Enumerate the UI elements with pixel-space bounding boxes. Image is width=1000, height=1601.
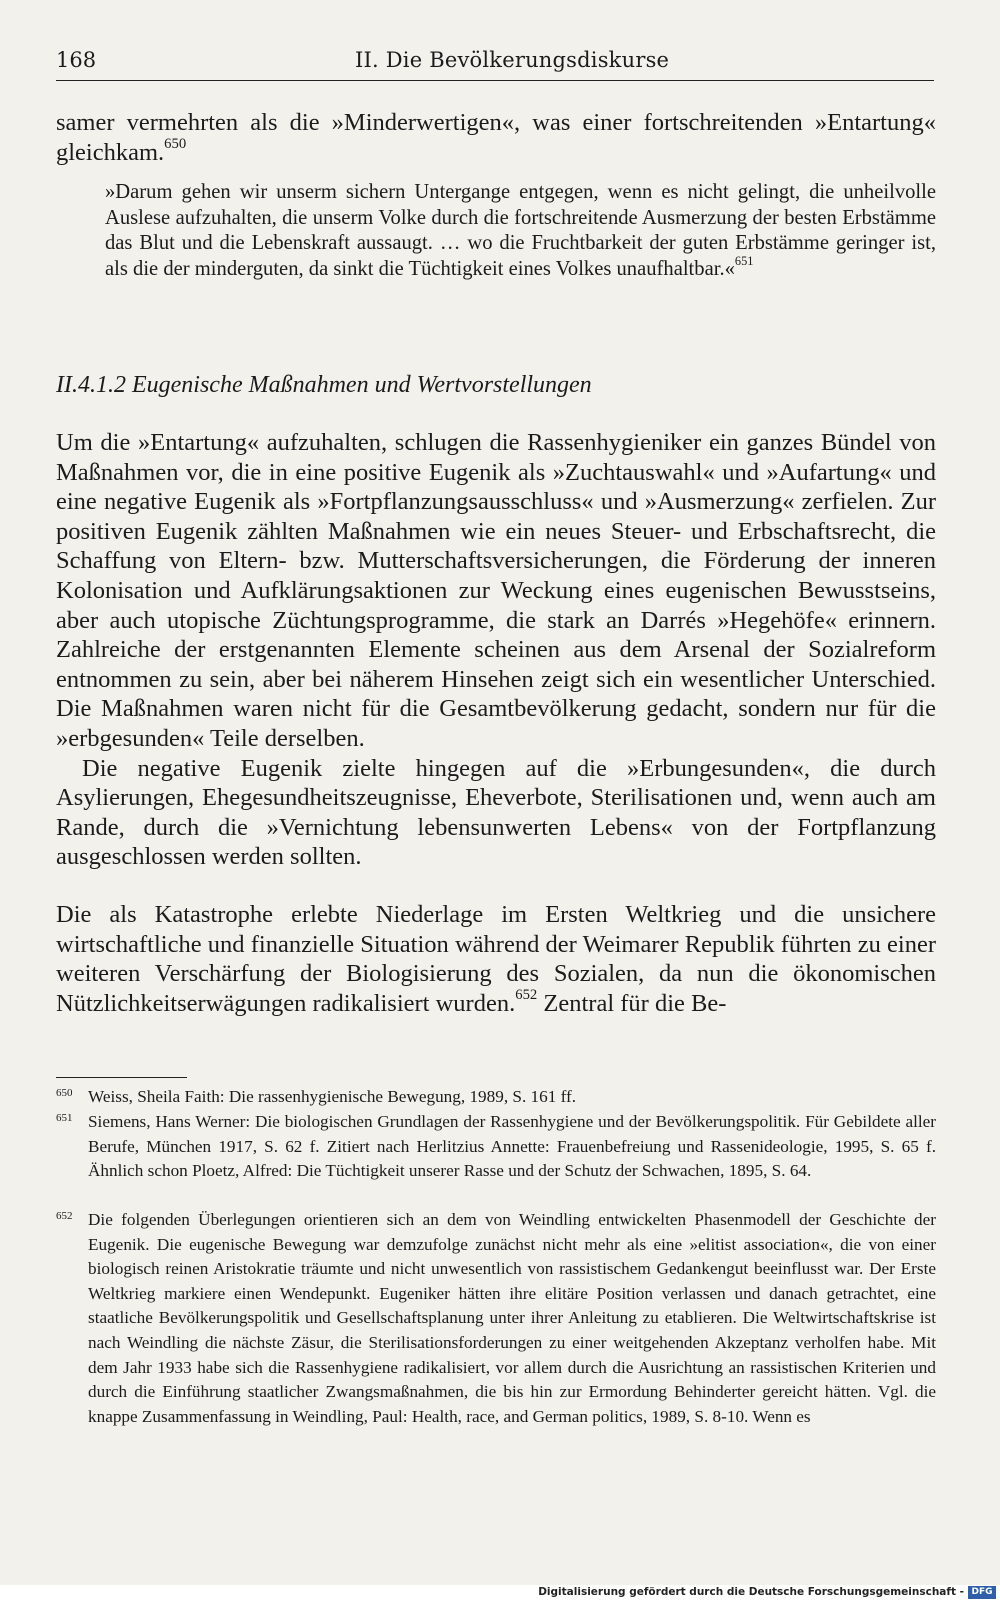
- footnote-rule: [56, 1077, 187, 1078]
- footnote-650: [56, 1085, 936, 1110]
- footnote-ref-650: 650: [164, 136, 187, 153]
- section-heading-block: [56, 372, 936, 399]
- paragraph-3-text: Die als Katastrophe erlebte Niederlage im Ersten Weltkrieg und die unsichere wirtschaftliche und finanzielle Situation während der Weimarer Republik führten zu einer weiteren Verschärfung der Biologisierung des Sozialen, da nun die ökonomischen Nützlichkeitserwägungen radikalisiert wurden.: [56, 900, 936, 1017]
- quote-text: »Darum gehen wir unserm sichern Untergange entgegen, wenn es nicht gelingt, die unheilvolle Auslese aufzuhalten, die unserm Volke durch die fortschreitende Ausmerzung der besten Erbstämme das Blut und die Lebenskraft aussaugt. … wo die Fruchtbarkeit der guten Erbstämme geringer ist, als die der minderguten, da sinkt die Tüchtigkeit eines Volkes unaufhaltbar.«: [105, 181, 936, 280]
- digitization-footer: [0, 1585, 1000, 1601]
- paragraph-2: Die negative Eugenik zielte hingegen auf die »Erbungesunden«, die durch Asylierungen, Ehegesundheitszeugnisse, Eheverbote, Sterilisationen und, wenn auch am Rande, durch die »Vernichtung lebensunwerten Lebens« von der Fortpflanzung ausgeschlossen werden sollten.: [56, 754, 936, 871]
- page-number: 168: [56, 48, 97, 72]
- paragraph-3-tail: Zentral für die Be-: [537, 989, 727, 1017]
- footnote-ref-651: 651: [734, 254, 754, 269]
- paragraph-1: Um die »Entartung« aufzuhalten, schlugen die Rassenhygieniker ein ganzes Bündel von Maßnahmen vor, die in eine positive Eugenik als »Zuchtauswahl« und »Aufartung« und eine negative Eugenik als »Fortpflanzungsausschluss« und »Ausmerzung« zerfielen. Zur positiven Eugenik zählten Maßnahmen wie ein neues Steuer- und Erbschaftsrecht, die Schaffung von Eltern- bzw. Mutterschaftsversicherungen, die Förderung der inneren Kolonisation und Aufklärungsaktionen zur Weckung eines eugenischen Bewusstseins, aber auch utopische Züchtungsprogramme, die stark an Darrés »Hegehöfe« erinnern. Zahlreiche der erstgenannten Elemente scheinen aus dem Arsenal der Sozialreform entnommen zu sein, aber bei näherem Hinsehen zeigt sich ein wesentlicher Unterschied. Die Maßnahmen waren nicht für die Gesamtbevölkerung gedacht, sondern nur für die »erbgesunden« Teile derselben.: [56, 429, 936, 752]
- paragraph-3: [56, 900, 936, 1018]
- intro-text: samer vermehrten als die »Minderwertigen«, was einer fortschreitenden »Entartung« gleichkam.: [56, 109, 936, 166]
- section-body: [56, 428, 936, 1018]
- footer-text: Digitalisierung gefördert durch die Deutsche Forschungsgemeinschaft -: [538, 1586, 964, 1598]
- footnote-text: Die folgenden Überlegungen orientieren sich an dem von Weindling entwickelten Phasenmodell der Geschichte der Eugenik. Die eugenische Bewegung war demzufolge zunächst nicht mehr als eine »elitist association«, die von einer biologisch reinen Aristokratie träumte und nicht unwesentlich von rassistischem Gedankengut beeinflusst war. Der Erste Weltkrieg markiere einen Wendepunkt. Eugeniker hätten ihre elitäre Position verlassen und danach getrachtet, eine staatliche Bevölkerungspolitik und Gesellschaftsplanung unter ihrer Anleitung zu etablieren. Die Weltwirtschaftskrise ist nach Weindling die nächste Zäsur, die Sterilisationsforderungen zu einer weitgehenden Akzeptanz verholfen habe. Mit dem Jahr 1933 habe sich die Rassenhygiene radikalisiert, vor allem durch die Ausrichtung an rassistischen Kriterien und durch die Einführung staatlicher Zwangsmaßnahmen, die bis hin zur Ermordung Behinderter gereicht hätten. Vgl. die knappe Zusammenfassung in Weindling, Paul: Health, race, and German politics, 1989, S. 8-10. Wenn es: [88, 1210, 936, 1426]
- footnote-text: Weiss, Sheila Faith: Die rassenhygienische Bewegung, 1989, S. 161 ff.: [88, 1087, 577, 1106]
- footnote-number: 652: [56, 1210, 73, 1222]
- page-header: [56, 46, 934, 81]
- intro-paragraph: [56, 108, 936, 167]
- footnote-number: 651: [56, 1112, 73, 1124]
- section-heading: II.4.1.2 Eugenische Maßnahmen und Wertvorstellungen: [56, 372, 592, 398]
- footnote-text: Siemens, Hans Werner: Die biologischen Grundlagen der Rassenhygiene und der Bevölkerungspolitik. Für Gebildete aller Berufe, München 1917, S. 62 f. Zitiert nach Herlitzius Annette: Frauenbefreiung und Rassenideologie, 1995, S. 65 f. Ähnlich schon Ploetz, Alfred: Die Tüchtigkeit unserer Rasse und der Schutz der Schwachen, 1895, S. 64.: [88, 1112, 936, 1181]
- footnote-ref-652: 652: [515, 987, 538, 1004]
- footnote-number: 650: [56, 1087, 73, 1099]
- dfg-logo-icon: DFG: [968, 1586, 996, 1599]
- running-head: II. Die Bevölkerungsdiskurse: [355, 48, 670, 72]
- block-quote: [105, 180, 936, 282]
- footnote-651: [56, 1110, 936, 1184]
- footnote-652: [56, 1208, 936, 1429]
